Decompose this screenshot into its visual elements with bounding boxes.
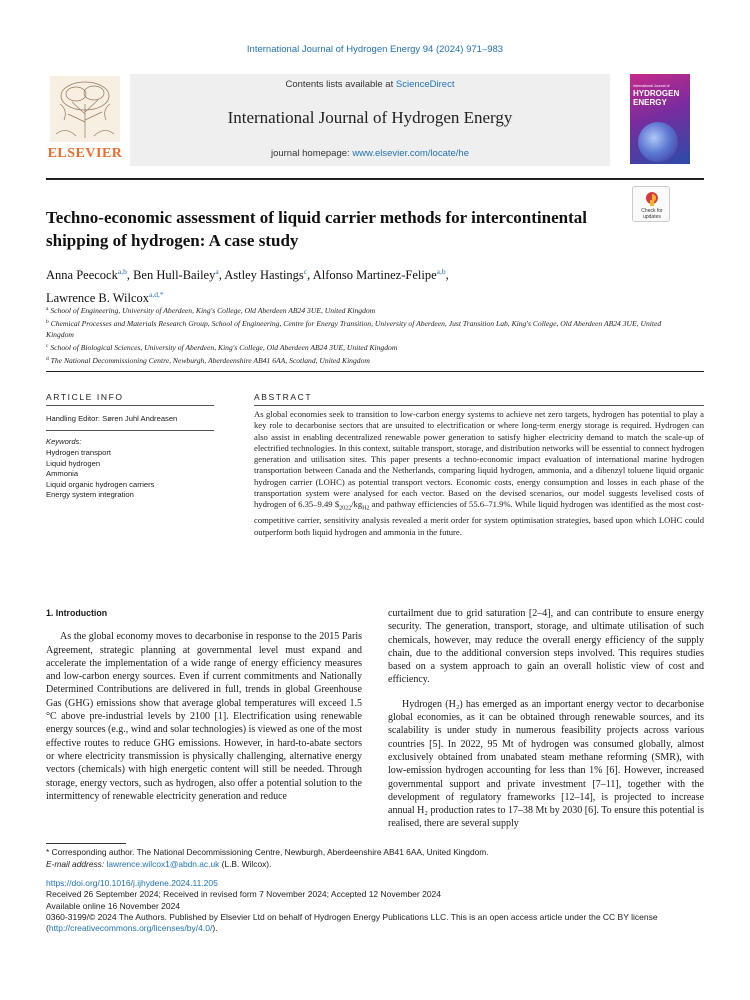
- author-name[interactable]: Astley Hastings: [224, 268, 304, 282]
- corresponding-author-footnote: [46, 847, 706, 870]
- cover-graphic: [638, 122, 678, 162]
- journal-citation-link[interactable]: International Journal of Hydrogen Energy 94 (2024) 971–983: [246, 44, 504, 55]
- masthead: [46, 74, 704, 166]
- body-paragraph: As the global economy moves to decarbonise in response to the 2015 Paris Agreement, strategic planning at governmental level must expand and accelerate the implementation of a wide range of energy efficiency measures and low-carbon energy sources. Even if current commitments and Nationally Determined Contributions are delivered in full, trends in global Greenhouse Gas (GHG) emissions show that average global temperatures will exceed 1.5 °C above pre-industrial levels by 2100 [1]. Electrification using renewable energy sources (e.g., wind and solar technologies) is viewed as one of the most effective routes to reduce GHG emissions. However, in hard-to-abate sectors or where electricity transmission is physically challenging, alternative energy vectors (chemicals) with high energetic content will still be needed. Through storage, energy vectors, such as hydrogen, also offer a potential solution to the intermittency of renewable electricity generation and reduce: [46, 631, 362, 802]
- elsevier-tree-logo-icon: [46, 74, 124, 166]
- masthead-divider: [46, 178, 704, 180]
- check-for-updates-button[interactable]: [632, 186, 670, 222]
- license-statement: 0360-3199/© 2024 The Authors. Published by Elsevier Ltd on behalf of Hydrogen Energy Publications LLC. This is an open access article under the CC BY license (http://creativecommons.org/licenses/by/4.0/).: [46, 911, 658, 934]
- cover-title: [633, 84, 687, 107]
- affiliation-list: [46, 304, 676, 367]
- cover-small-text: International Journal of: [633, 84, 670, 88]
- author-name[interactable]: Anna Peecock: [46, 268, 118, 282]
- publisher-name: ELSEVIER: [47, 146, 123, 161]
- affiliation: $^b$ Chemical Processes and Materials Research Group, School of Engineering, Centre for Energy Transition, University of Aberdeen, Just Transition Lab, King's College, Old Aberdeen AB24 3UE, United Kingdom: [46, 319, 662, 339]
- masthead-band: [130, 74, 610, 166]
- section-heading: 1. Introduction: [46, 608, 108, 618]
- article-title: Techno-economic assessment of liquid carrier methods for intercontinental shipping of hydrogen: A case study: [46, 208, 587, 250]
- email-line: E-mail address: lawrence.wilcox1@abdn.ac.uk (L.B. Wilcox).: [46, 858, 272, 869]
- sciencedirect-link[interactable]: ScienceDirect: [395, 79, 455, 90]
- article-history: Received 26 September 2024; Received in revised form 7 November 2024; Accepted 12 November 2024: [46, 889, 442, 900]
- author-name[interactable]: Lawrence B. Wilcox: [46, 291, 150, 305]
- author-affil-link[interactable]: a,b: [117, 267, 127, 276]
- body-paragraph: curtailment due to grid saturation [2–4], and can contribute to ensure energy security. The generation, transport, storage, and ultimate utilisation of such chemicals, however, may reduce the overall energy efficiency of the supply chain, due to the additional conversion steps involved. This requires studies based on a system approach to gain an overall holistic view of cost and efficiency.: [388, 608, 704, 686]
- body-column-left: [46, 607, 362, 803]
- corresponding-note: * Corresponding author. The National Decommissioning Centre, Newburgh, Aberdeenshire AB41 6AA, United Kingdom.: [46, 847, 489, 857]
- body-column-right: [388, 607, 704, 831]
- license-link[interactable]: http://creativecommons.org/licenses/by/4.0/: [48, 923, 213, 934]
- author-name[interactable]: Ben Hull-Bailey: [133, 268, 216, 282]
- contents-line: [130, 79, 610, 90]
- handling-editor: Handling Editor: Søren Juhl Andreasen: [46, 414, 178, 423]
- abstract-divider: [254, 405, 704, 406]
- doi-link[interactable]: https://doi.org/10.1016/j.ijhydene.2024.11.205: [46, 878, 218, 888]
- affiliation: $^c$ School of Biological Sciences, University of Aberdeen, King's College, Old Aberdeen AB24 3UE, United Kingdom: [46, 343, 398, 352]
- keyword: Ammonia: [46, 469, 79, 478]
- author-name[interactable]: Alfonso Martinez-Felipe: [312, 268, 437, 282]
- available-online: Available online 16 November 2024: [46, 900, 181, 911]
- keyword: Liquid hydrogen: [46, 458, 101, 468]
- homepage-prefix: journal homepage:: [270, 148, 353, 159]
- contents-prefix: Contents lists available at: [285, 79, 396, 90]
- abstract-heading: ABSTRACT: [254, 392, 313, 402]
- keyword: Liquid organic hydrogen carriers: [46, 479, 155, 489]
- keyword: Energy system integration: [46, 490, 134, 499]
- check-updates-label: Check for updates: [641, 208, 663, 220]
- author-affil-link[interactable]: a,d,*: [149, 290, 164, 299]
- journal-cover-image[interactable]: [630, 74, 690, 164]
- author-affil-link[interactable]: a: [215, 267, 219, 276]
- author-affil-link[interactable]: c: [303, 267, 308, 276]
- article-footer: [46, 878, 706, 934]
- keyword-list: [46, 448, 214, 501]
- keywords-heading: Keywords:: [46, 437, 82, 446]
- footnote-divider: [46, 843, 126, 844]
- keyword: Hydrogen transport: [46, 448, 112, 457]
- affiliation: $^d$ The National Decommissioning Centre, Newburgh, Aberdeenshire AB41 6AA, Scotland, United Kingdom: [46, 356, 370, 365]
- front-matter-divider: [46, 371, 704, 372]
- cover-title-line-2: ENERGY: [633, 98, 667, 107]
- article-info-heading: ARTICLE INFO: [46, 392, 124, 402]
- author-affil-link[interactable]: a,b: [436, 267, 446, 276]
- affiliation: $^a$ School of Engineering, University of Aberdeen, King's College, Old Aberdeen AB24 3UE, United Kingdom: [46, 306, 376, 315]
- article-info-divider: [46, 405, 214, 406]
- article-info-divider: [46, 430, 214, 431]
- cover-title-line-1: HYDROGEN: [633, 89, 680, 98]
- check-updates-icon: [645, 191, 659, 207]
- abstract-text: As global economies seek to transition to low-carbon energy systems to achieve net zero targets, hydrogen has potential to play a key role to decarbonise sectors that are unsuited to electrification or where long-term energy storage is required. Hydrogen can also assist in enabling decentralized renewable power generation to satisfy higher electricity demand to match the scale-up of electrified technologies. In this context, suitable transport, storage, and distribution networks will be essential to connect hydrogen generation and utilisation sites. This paper presents a techno-economic impact evaluation of international marine hydrogen transportation between Canada and the Netherlands, comparing liquid hydrogen, ammonia, and a dibenzyl toluene liquid organic hydrogen carrier (LOHC) as potential transport vectors. Economic costs, energy consumption and losses in each phase of the transportation system were analysed for each vector. Based on the devised scenarios, our model suggests levelised costs of hydrogen of 6.35–9.49 $\$_{2022}/kg_{H2}$ and pathway efficiencies of 55.6–71.9%. While liquid hydrogen was identified as the most cost-competitive carrier, sensitivity analysis revealed a merit order for system optimisation strategies, based upon which LOHC could outperform both liquid hydrogen and ammonia in the future.: [254, 409, 705, 537]
- journal-name: International Journal of Hydrogen Energy: [227, 108, 513, 127]
- author-list: Anna Peecock$^{a,b}$, Ben Hull-Bailey$^a$, Astley Hastings$^c$, Alfonso Martinez-Felipe$^{a,b}$, Lawrence B. Wilcox$^{a,d,*}$: [46, 267, 449, 305]
- homepage-line: [130, 148, 610, 159]
- body-paragraph: Hydrogen (H₂) has emerged as an important energy vector to decarbonise global economies, as it can be obtained through renewable sources, and its scalability is under study in numerous feasibility projects across various countries [5]. In 2022, 95 Mt of hydrogen was consumed globally, almost exclusively obtained from unabated steam methane reforming (SMR), with low-emission hydrogen accounting for less than 1% [6]. However, increased governmental support and private investment [7–11], together with the development of regulatory frameworks [12–14], is projected to increase annual H₂ production rates to 17–38 Mt by 2030 [6]. To ensure this potential is realised, there are several supply: [388, 698, 704, 830]
- email-link[interactable]: lawrence.wilcox1@abdn.ac.uk: [106, 858, 220, 869]
- journal-homepage-link[interactable]: www.elsevier.com/locate/he: [352, 148, 470, 159]
